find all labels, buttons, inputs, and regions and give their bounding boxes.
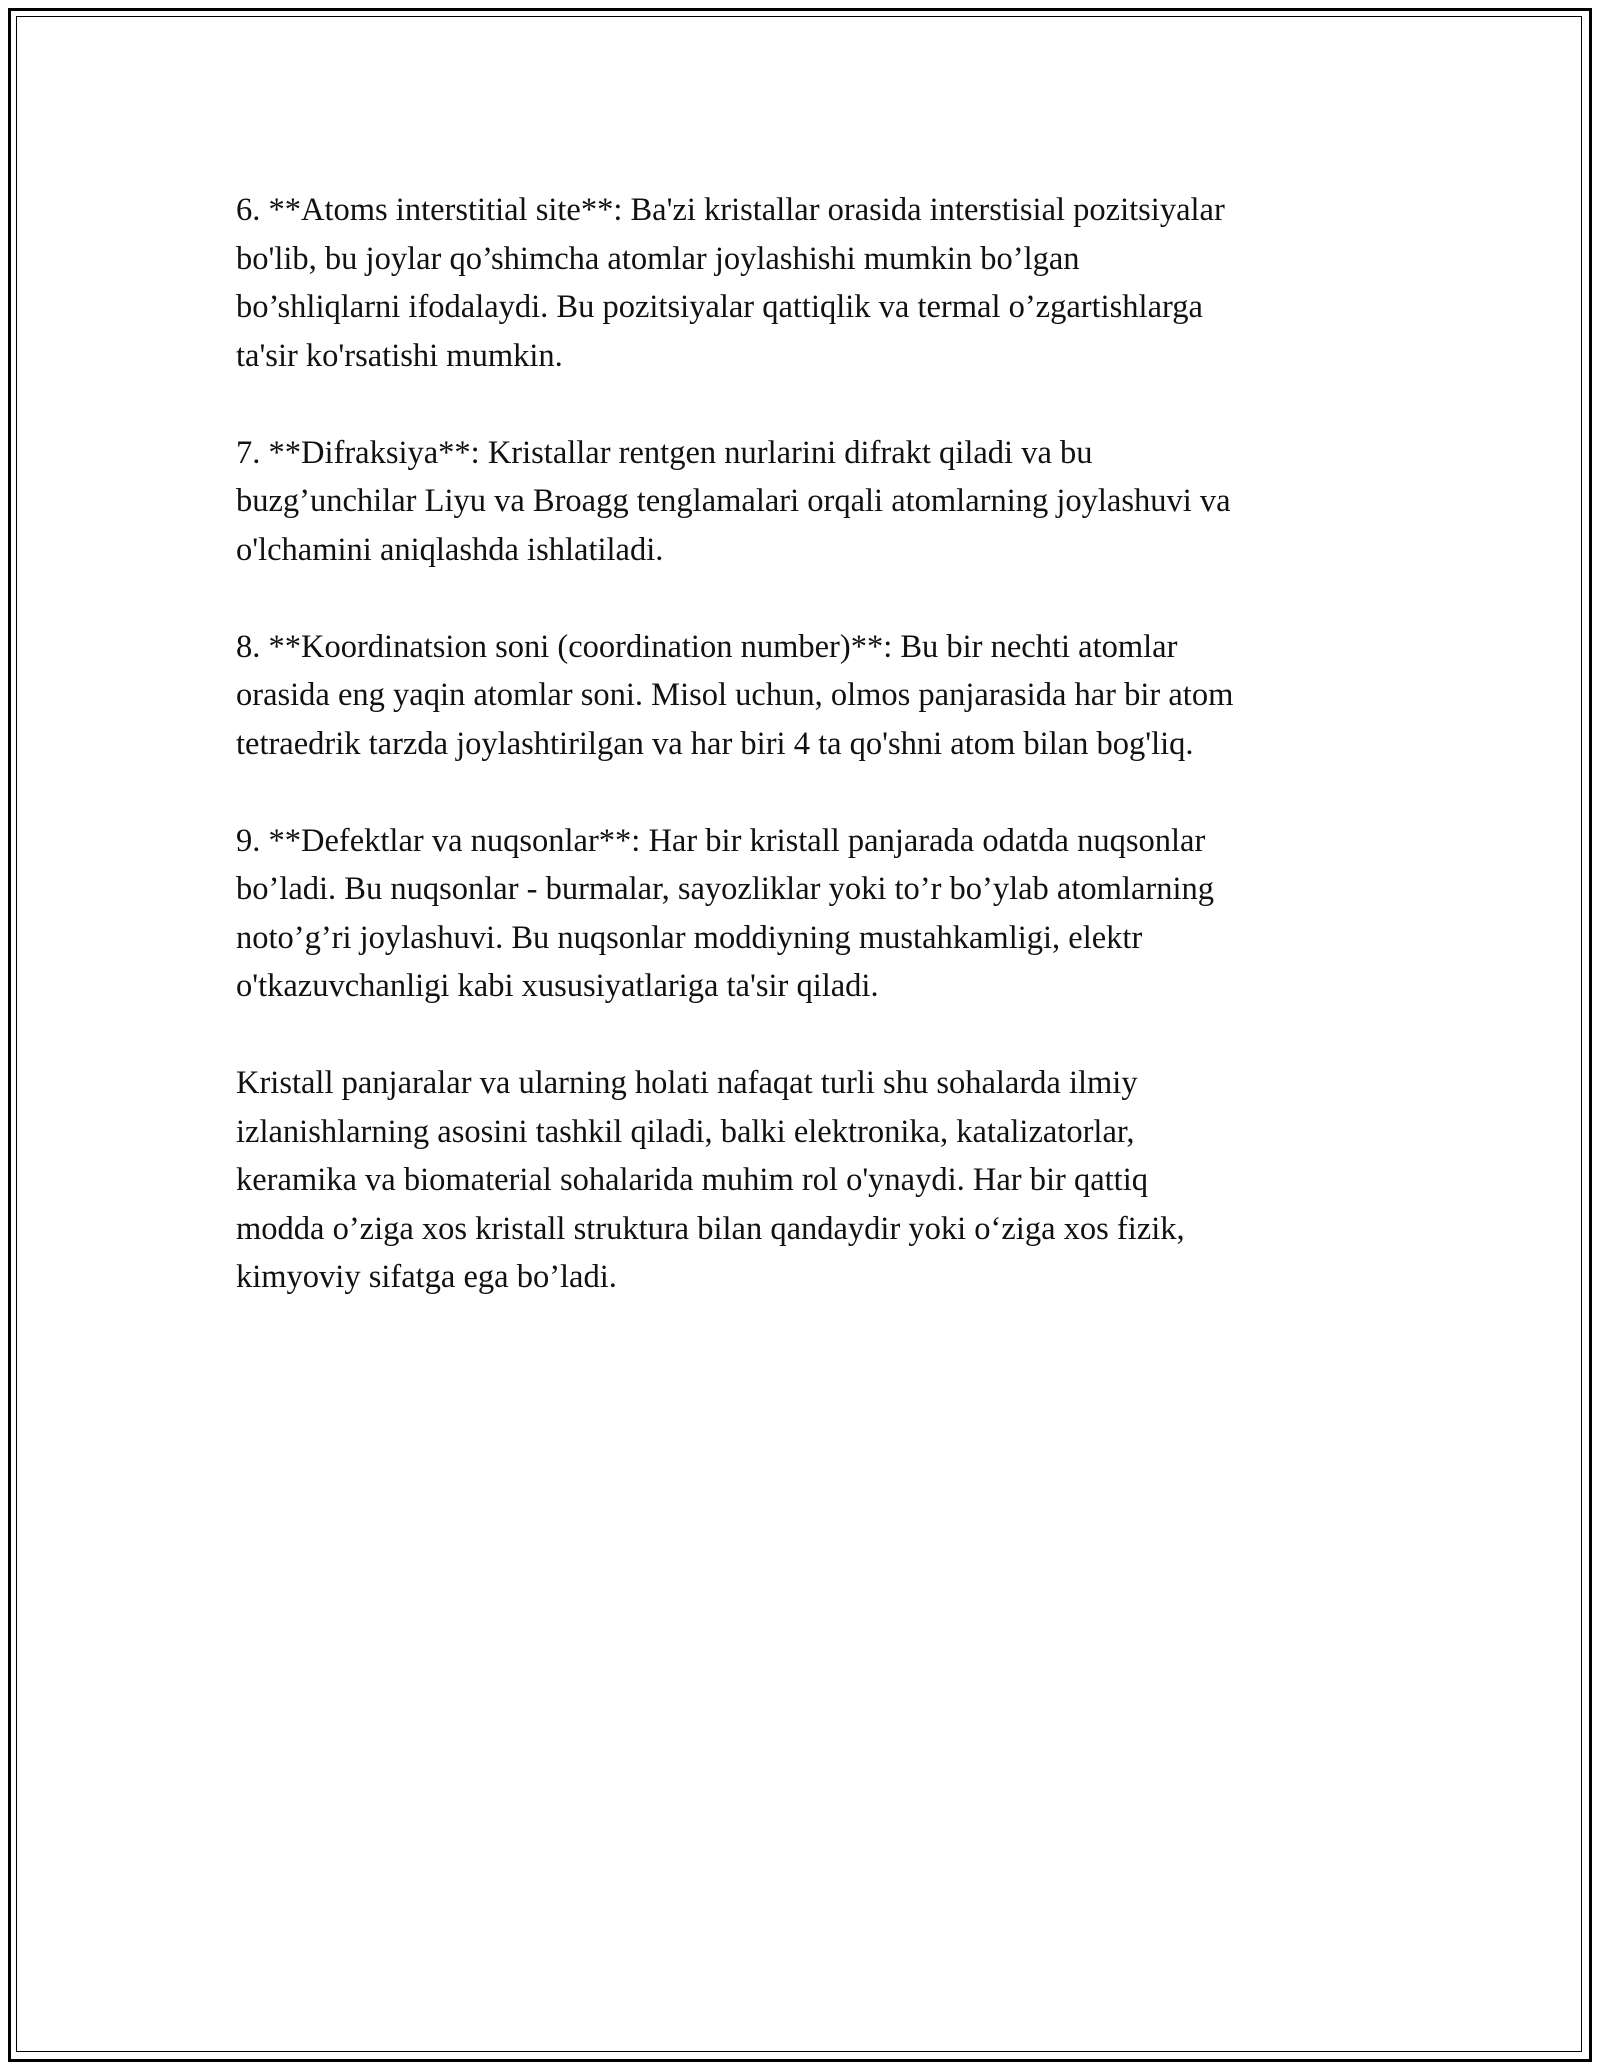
text-line: kimyoviy sifatga ega bo’ladi. [236, 1259, 617, 1295]
document-body [236, 186, 1376, 1350]
text-line: bo'lib, bu joylar qo’shimcha atomlar joylashishi mumkin bo’lgan [236, 240, 1080, 277]
paragraph-interstitial-site [236, 186, 1376, 380]
text-line: Kristall panjaralar va ularning holati nafaqat turli shu sohalarda ilmiy [236, 1065, 1138, 1101]
text-line: 9. **Defektlar va nuqsonlar**: Har bir kristall panjarada odatda nuqsonlar [236, 822, 1206, 859]
text-line: orasida eng yaqin atomlar soni. Misol uchun, olmos panjarasida har bir atom [236, 677, 1234, 713]
paragraph-conclusion [236, 1059, 1376, 1302]
text-line: 8. **Koordinatsion soni (coordination number)**: Bu bir nechti atomlar [236, 628, 1178, 665]
text-line: keramika va biomaterial sohalarida muhim rol o'ynaydi. Har bir qattiq [236, 1162, 1148, 1198]
paragraph-difraksiya [236, 429, 1376, 575]
text-line: bo’shliqlarni ifodalaydi. Bu pozitsiyalar qattiqlik va termal o’zgartishlarga [236, 289, 1203, 325]
text-line: modda o’ziga xos kristall struktura bilan qandaydir yoki o‘ziga xos fizik, [236, 1210, 1185, 1247]
text-line: 7. **Difraksiya**: Kristallar rentgen nurlarini difrakt qiladi va bu [236, 434, 1093, 471]
text-line: buzg’unchilar Liyu va Broagg tenglamalari orqali atomlarning joylashuvi va [236, 483, 1231, 519]
text-line: o'tkazuvchanligi kabi xususiyatlariga ta'sir qiladi. [236, 968, 879, 1004]
text-line: izlanishlarning asosini tashkil qiladi, balki elektronika, katalizatorlar, [236, 1113, 1135, 1150]
text-line: ta'sir ko'rsatishi mumkin. [236, 337, 563, 374]
text-line: 6. **Atoms interstitial site**: Ba'zi kristallar orasida interstisial pozitsiyalar [236, 192, 1225, 228]
text-line: o'lchamini aniqlashda ishlatiladi. [236, 531, 664, 568]
text-line: tetraedrik tarzda joylashtirilgan va har biri 4 ta qo'shni atom bilan bog'liq. [236, 725, 1194, 762]
paragraph-koordinatsion-soni [236, 623, 1376, 769]
text-line: noto’g’ri joylashuvi. Bu nuqsonlar moddiyning mustahkamligi, elektr [236, 919, 1143, 956]
paragraph-defektlar [236, 817, 1376, 1011]
text-line: bo’ladi. Bu nuqsonlar - burmalar, sayozliklar yoki to’r bo’ylab atomlarning [236, 871, 1214, 907]
